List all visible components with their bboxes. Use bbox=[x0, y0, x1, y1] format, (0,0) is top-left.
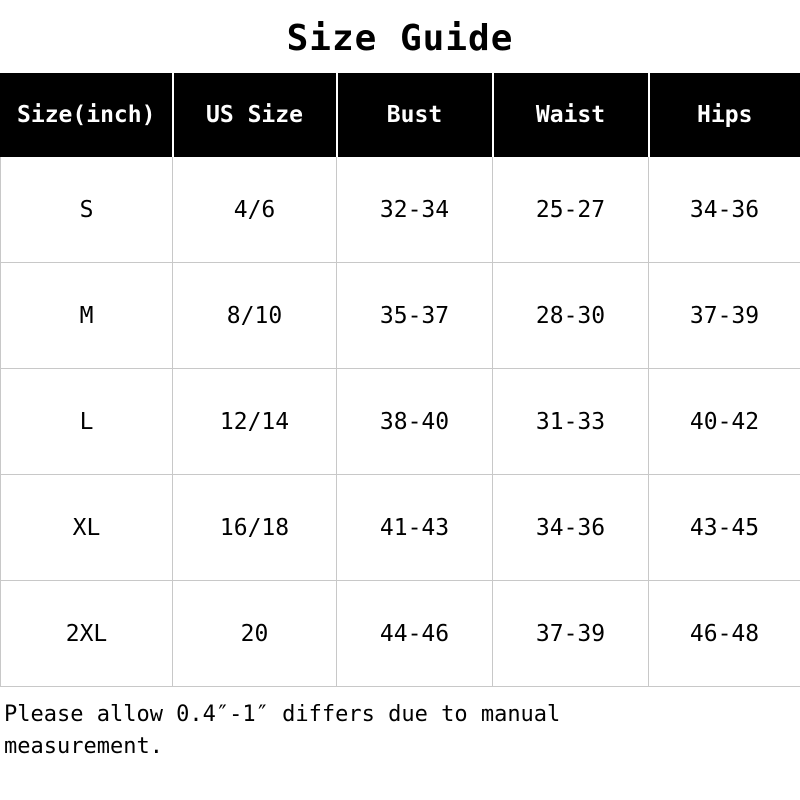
cell-waist: 31-33 bbox=[493, 369, 649, 475]
cell-size: XL bbox=[1, 475, 173, 581]
cell-hips: 37-39 bbox=[649, 263, 800, 369]
table-body bbox=[1, 157, 800, 687]
cell-waist: 34-36 bbox=[493, 475, 649, 581]
column-header-bust: Bust bbox=[337, 74, 493, 157]
cell-us-size: 8/10 bbox=[173, 263, 337, 369]
cell-hips: 46-48 bbox=[649, 581, 800, 687]
cell-size: L bbox=[1, 369, 173, 475]
cell-us-size: 12/14 bbox=[173, 369, 337, 475]
column-header-size-inch: Size(inch) bbox=[1, 74, 173, 157]
cell-us-size: 20 bbox=[173, 581, 337, 687]
cell-bust: 38-40 bbox=[337, 369, 493, 475]
cell-waist: 25-27 bbox=[493, 157, 649, 263]
table-header bbox=[1, 74, 800, 157]
cell-us-size: 16/18 bbox=[173, 475, 337, 581]
cell-waist: 37-39 bbox=[493, 581, 649, 687]
cell-us-size: 4/6 bbox=[173, 157, 337, 263]
table-row bbox=[1, 475, 800, 581]
cell-bust: 32-34 bbox=[337, 157, 493, 263]
cell-bust: 35-37 bbox=[337, 263, 493, 369]
table-row bbox=[1, 157, 800, 263]
page-title: Size Guide bbox=[286, 18, 514, 59]
column-header-hips: Hips bbox=[649, 74, 800, 157]
cell-bust: 44-46 bbox=[337, 581, 493, 687]
column-header-us-size: US Size bbox=[173, 74, 337, 157]
table-row bbox=[1, 369, 800, 475]
cell-hips: 40-42 bbox=[649, 369, 800, 475]
cell-size: S bbox=[1, 157, 173, 263]
cell-hips: 43-45 bbox=[649, 475, 800, 581]
cell-bust: 41-43 bbox=[337, 475, 493, 581]
cell-size: 2XL bbox=[1, 581, 173, 687]
size-guide-table bbox=[0, 73, 800, 687]
cell-hips: 34-36 bbox=[649, 157, 800, 263]
table-row bbox=[1, 581, 800, 687]
cell-waist: 28-30 bbox=[493, 263, 649, 369]
table-header-row bbox=[1, 74, 800, 157]
column-header-waist: Waist bbox=[493, 74, 649, 157]
measurement-note: Please allow 0.4″-1″ differs due to manual measurement. bbox=[4, 702, 561, 759]
table-row bbox=[1, 263, 800, 369]
cell-size: M bbox=[1, 263, 173, 369]
